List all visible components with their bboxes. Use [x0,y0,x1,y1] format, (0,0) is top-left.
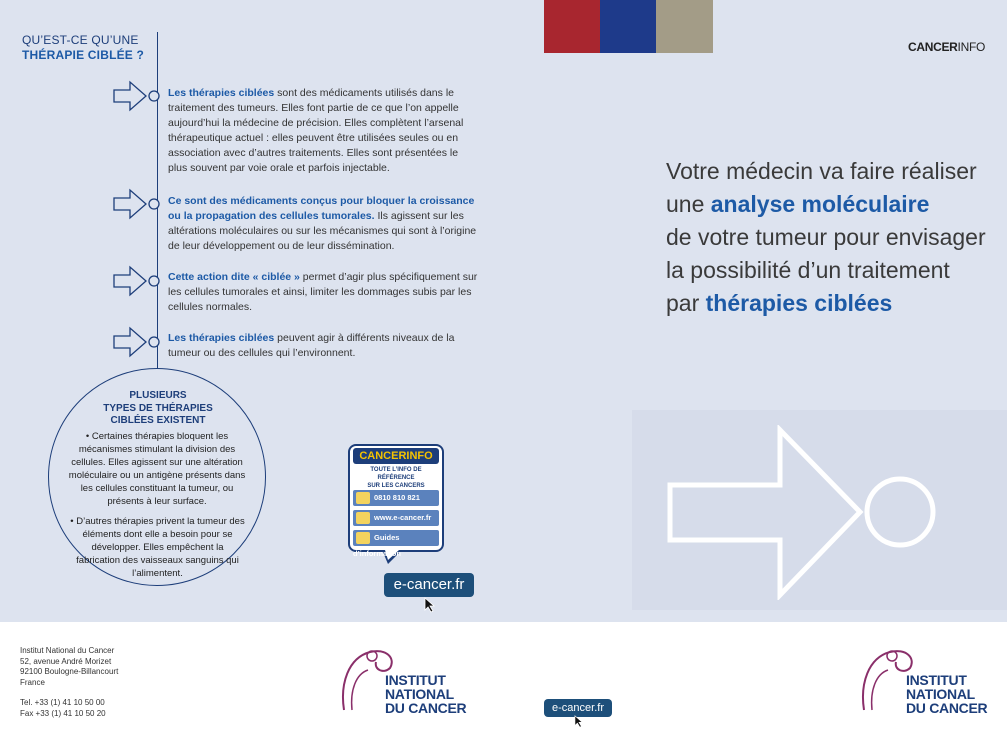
title-line-1: QU’EST-CE QU’UNE [22,33,139,47]
card-subtitle-line: TOUTE L’INFO DE RÉFÉRENCE [370,467,422,481]
inca-logo-text [906,673,987,715]
brand-thin: INFO [957,40,986,54]
logo-line: INSTITUT [906,672,967,688]
paragraph-lead: Les thérapies ciblées [168,87,275,99]
card-web: www.e-cancer.fr [374,513,432,522]
footer-background [0,622,1007,744]
logo-line: DU CANCER [906,700,988,716]
ecancer-link[interactable]: e-cancer.fr [384,573,474,597]
arrow-bullet-icon [112,186,164,222]
headline-emphasis: thérapies ciblées [705,290,893,316]
circle-bullet-1: • Certaines thérapies bloquent les mécanismes stimulant la division des cellules. Elles agissent sur une altération moléculaire ou un antigène présents dans les cellules constituant la tumeur, ou présents à leur surface. [68,431,246,507]
brand-bold: CANCER [908,40,958,54]
address-line: Institut National du Cancer [20,646,115,655]
logo-line: NATIONAL [906,686,975,702]
web-icon [356,512,370,524]
footer-ecancer-link[interactable]: e-cancer.fr [544,699,612,717]
paragraph-3 [168,270,478,315]
address-line: 92100 Boulogne-Billancourt [20,667,119,676]
paragraph-lead: Ce sont des médicaments conçus pour bloquer la croissance ou la propagation des cellules tumorales. [168,195,475,222]
address-line: 52, avenue André Morizet [20,656,112,666]
circle-title-line: TYPES DE THÉRAPIES [103,402,213,414]
color-block-blue [600,0,657,53]
inca-logo-text [385,673,466,715]
card-phone-row [353,490,439,506]
logo-line: NATIONAL [385,686,454,702]
paragraph-1 [168,86,478,176]
card-phone: 0810 810 821 [374,493,420,502]
headline-line [666,188,1006,221]
color-block-red [544,0,601,53]
circle-title-line: CIBLÉES EXISTENT [110,415,206,426]
paragraph-text: sont des médicaments utilisés dans le traitement des tumeurs. Elles font partie de ce que l’on appelle aujourd’hui la médecine de précision. Elles complètent l’arsenal thérapeutique actuel : elles peuvent être utilisées seules ou en association avec d’autres traitements. Elles sont présentées le plus souvent par voie orale et parfois injectable. [168,87,464,174]
section-title [22,33,144,63]
headline-emphasis: analyse moléculaire [710,191,930,217]
paragraph-text: Ils agissent sur les altérations moléculaires ou sur les mécanismes qui sont à l’origine de leur développement ou de leur dissémination. [168,210,477,252]
headline [666,155,1006,320]
logo-line: DU CANCER [385,700,467,716]
paragraph-2 [168,194,478,254]
logo-line: INSTITUT [385,672,446,688]
cursor-icon [424,597,436,613]
card-web-row [353,510,439,526]
paragraph-text: peuvent agir à différents niveaux de la tumeur ou des cellules qui l’environnent. [168,332,455,359]
headline-line [666,287,1006,320]
headline-text: une [666,191,711,217]
paragraph-text: permet d’agir plus spécifiquement sur les cellules tumorales et ainsi, limiter les dommages subis par les cellules normales. [168,271,478,313]
circle-bullet-2: • D’autres thérapies privent la tumeur des éléments dont elle a besoin pour se développer. Elles empêchent la fabrication des vaisseaux sanguins qui l’alimentent. [70,516,245,579]
arrow-bullet-icon [112,324,164,360]
headline-line: Votre médecin va faire réaliser [666,158,977,184]
headline-text: par [666,290,706,316]
fax-number: Fax +33 (1) 41 10 50 20 [20,708,106,718]
cancerinfo-brand [908,40,985,54]
circle-title-line: PLUSIEURS [129,390,187,401]
paragraph-lead: Les thérapies ciblées [168,332,275,344]
paragraph-4 [168,331,478,361]
phone-number: Tel. +33 (1) 41 10 50 00 [20,698,105,707]
phone-icon [356,492,370,504]
address-block [20,646,118,719]
circle-title [78,390,238,428]
headline-line: la possibilité d’un traitement [666,257,950,283]
large-arrow-icon [660,425,960,600]
headline-line: de votre tumeur pour envisager [666,224,986,250]
card-guides-row [353,530,439,558]
title-line-2: THÉRAPIE CIBLÉE ? [22,48,145,62]
paragraph-lead: Cette action dite « ciblée » [168,271,300,283]
guide-icon [356,532,370,544]
card-subtitle [352,466,440,490]
card-header: CANCERINFO [353,448,439,464]
card-guides: Guides d’information [353,533,401,558]
arrow-bullet-icon [112,263,164,299]
cursor-icon [574,715,584,728]
address-line: France [20,677,45,687]
color-block-grey [656,0,713,53]
card-subtitle-line: SUR LES CANCERS [367,483,425,489]
arrow-bullet-icon [112,78,164,114]
